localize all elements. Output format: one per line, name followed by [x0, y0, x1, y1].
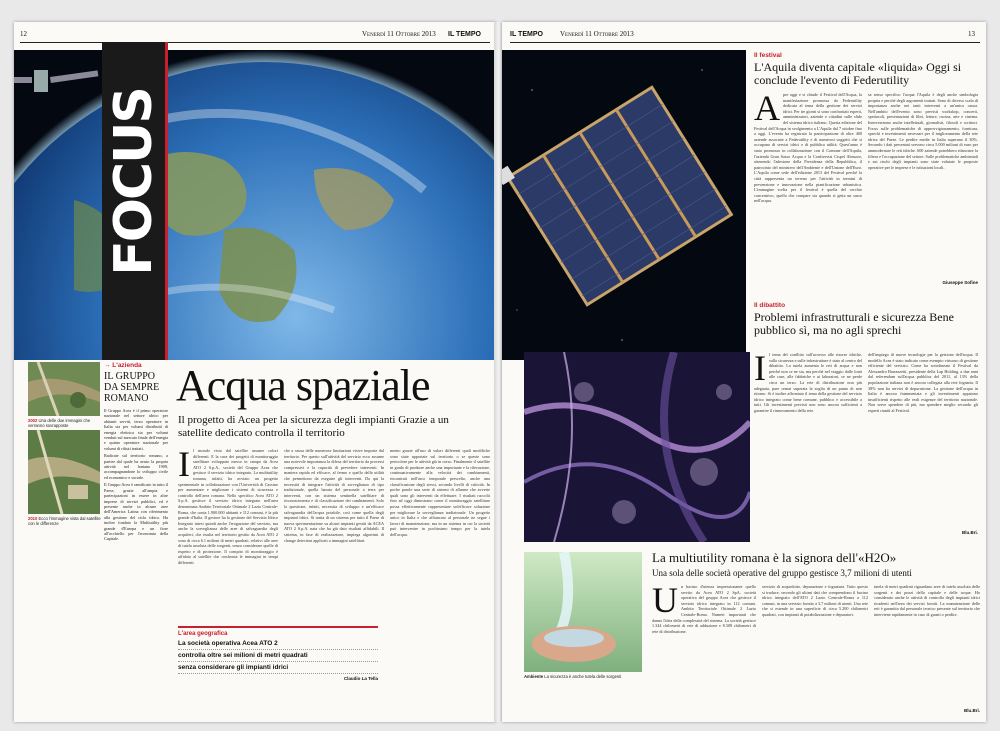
multiutility-subtitle: Una sola delle società operative del gruppo gestisce 3,7 milioni di utenti [652, 568, 912, 578]
header-rule [20, 42, 490, 43]
sidebar-title: IL GRUPPO DA SEMPRE ROMANO [104, 371, 160, 404]
focus-section-bar [102, 42, 168, 360]
festival-byline: Giuseppe Sofine [942, 280, 978, 285]
caption-2002: 2002 Una delle due immagini che verranno sovrapposte [28, 418, 91, 428]
caption-2010: 2010 Ecco l'immagine vista dal satellite con le differenze [28, 516, 101, 526]
aerial-photo-2002 [28, 362, 100, 416]
dibattito-column-2: dell'impiego di nuove tecnologie per la gestione dell'acqua. Il modello Acea è stato indicato come esempio virtuoso di gestione efficiente del servizio. Come ha sottolineato il Festival da Alessandro Barrazzetti, presidente della Lap Holding, a due anni dal referendum sull'acqua pubblica del 2011, al 13% della popolazione italiana non è ancora collegata alla rete fognaria. Il 38% non ha servizi di depurazione. La gestione dell'acqua in Italia è ancora frammentata e gli investimenti appaiono insufficienti rispetto alle reali esigenze del territorio nazionale. Non serve spendere di più, ma spendere meglio secondo gli esperti riuniti al Festival. [868, 352, 978, 413]
festival-kicker: Il festival [754, 52, 782, 59]
multiutility-column-1: Un bacino d'utenza impressionante quello servito da Acea ATO 2 SpA, società operativa del gruppo Acea che gestisce il servizio idrico integrato in 112 comuni. Ambito Territoriale Ottimale 2 Lazio Centrale-Roma. Numeri importanti che danno l'idea della complessità del sistema. La società gestisce 1.344 chilometri di rete di adduzione e 8.308 chilometri di rete di distribuzione. [652, 584, 756, 634]
satellite-photo [502, 50, 746, 360]
multiutility-title: La multiutility romana è la signora dell'«H2O» [652, 550, 897, 565]
body-column-3: mento grazie all'uso di valori differenti quali modifiche sono state apportate sul territorio o se queste sono pericolose per le attività già in corso. Finalmente il satellite in grado di produrre anche una importante e la rilevazione, continuativamente alla velocità dei cambiamenti, riscontrati nell'arco temporale prescelto, anche una classificazione degli stessi, secondo livelli di criticità. In poche parole una serie di sistemi di allarme che avverte quali sono gli interventi da effettuare. I risultati raccolti fino ad oggi dimostrano come il monitoraggio satellitare possa effettivamente rappresentare un'efficace soluzione per migliorare la sorveglianza tradizionale. Un progetto unico in Italia e che affiancato al personale ne segue i lavori di manutenzione, ma in un sistema in cui la società può intervenire in pochissimo tempo per la tutela dell'acqua. [390, 448, 490, 537]
area-geografica-box: L'area geografica La società operativa Acea ATO 2 controlla oltre sei milioni di metri quadrati senza considerare gli impianti idrici Claudio La Tella [178, 626, 378, 712]
multiutility-caption: Ambiente La sicurezza è anche tutela delle sorgenti [524, 674, 622, 679]
dibattito-title: Problemi infrastrutturali e sicurezza Bene pubblico sì, ma no agli sprechi [754, 310, 954, 337]
dibattito-byline: Blu.Bri. [961, 530, 978, 535]
multiutility-column-2: servizio di acquedotto, depurazione e fognatura. Tutto questo si traduce, secondo gli ultimi dati che comprendono il bacino idrico integrato dell'ATO 2 Lazio Centrale-Roma a 112 comuni, in una servizio fornito a 3,7 milioni di utenti. Una rete che si estende in una superficie di circa 5.200 chilometri quadrati, con impianti di potabilizzazione e depuratori. [762, 584, 868, 617]
page-number: 12 [20, 30, 27, 38]
hands-water-photo [524, 552, 642, 672]
page-number-right: 13 [968, 30, 975, 38]
page-date: Venerdì 11 Ottobre 2013 [362, 30, 436, 38]
dibattito-kicker: Il dibattito [754, 302, 786, 309]
sidebox-byline: Claudio La Tella [343, 676, 378, 681]
page-date-right: Venerdì 11 Ottobre 2013 [560, 30, 634, 38]
aerial-photo-2010 [28, 430, 100, 514]
right-page [502, 22, 986, 722]
left-page [14, 22, 496, 722]
multiutility-column-3: tutela di metri quadrati riguardano aree di tutela assoluta delle sorgenti e dei pozzi della capitale e delle acque. Ho considerato anche le attività di controllo degli impianti idrici ricadenti nell'area dei servizi forniti. La manutenzione delle reti è garantita dal personale tecnico presente sul territorio che interviene rapidamente in caso di guasti o perdite. [874, 584, 980, 617]
headline: Acqua spaziale [176, 361, 430, 410]
festival-column-2: sa senso specifico l'acqua l'Aquila è degli anche simbologia propria e perché degli argomenti trattati. Sono di diverso scala di importanza anche nei tanti interventi a un'unica causa. Nell'ambito dell'evento sono previsti workshop, concerti, spettacoli, presentazioni di libri, letture, cucina, arte e cinema. Interverranno anche intellettuali, giornalisti, filosofi e scrittori. Focus sulle problematiche di approvvigionamento, fornitura, sprechi e investimenti necessari per il miglioramento della rete idrica del Paese. Le perdite medie in Italia superano il 30%. Secondo i dati presentati servono circa 5.000 milioni di euro per ammodernare le reti idriche. 600 aziende potrebbero rilanciare la filiera e l'occupazione del settore. Sulle problematiche ambientali e sui rischi degli impianti sono state valutate le proposte operative per le imprese e le istituzioni locali. [868, 92, 978, 170]
sidebar-kicker: → L'azienda [104, 362, 142, 369]
multiutility-byline: Blu.Bri. [963, 708, 980, 713]
masthead: IL TEMPO [448, 31, 481, 38]
festival-column-1: Apre oggi e si chiude il Festival dell'Acqua, la manifestazione promossa da Federutility dedicata al tema della gestione dei servizi idrici. Per tre giorni si sono confrontati esperti, amministratori, aziende e cittadini sulle sfide del sistema idrico italiano. Questa edizione del Festival dell'Acqua in svolgimento a L'Aquila dal 7 ottobre fino a oggi. L'evento ha registrato la partecipazione di oltre 400 aziende associate a Federutility e di numerosi soggetti che si occupano di servizi idrici e di pubblica utilità. Quest'anno è stato promosso in collaborazione con il Comune dell'Aquila, l'azienda Gran Sasso Acqua e la Confservizi Cispel Abruzzo, ottenendo l'adesione della Presidenza della Repubblica, il patrocinio del ministero dell'Ambiente e dell'Unione dell'Euro. L'Aquila come sede dell'edizione 2013 del Festival perché la città rappresenta un terreno per l'attività in termini di prevenzione e innovazione nella pianificazione urbanistica. L'immagine scelta per il festival è quella del cerchio concentrico, quello che compare sia quando si getta un sasso nell'acqua. [754, 92, 862, 204]
focus-label: FOCUS [104, 88, 164, 276]
masthead-right: IL TEMPO [510, 31, 543, 38]
azienda-sidebar: → L'azienda IL GRUPPO DA SEMPRE ROMANO Il Gruppo Acea è il primo operatore nazionale nel settore idrico per abitanti serviti, terzo operatore in Italia sia per volumi distribuiti di energia elettrica sia per volumi venduti sul mercato finale dell'energia e quinto operatore nazionale per volumi di rifiuti trattati. Radicate sul territorio romano, a partire dal quale ha avuto la propria attività nel lontano 1909, accompagnandone lo sviluppo civile ed economico e sociale. Il Gruppo Acea è ramificato in tutto il Paese, grazie all'ampia e partecipazioni in essere in altre imprese di servizi pubblici, ed è presente anche in alcune aree dell'America Latina con riferimento alla gestione del ciclo idrico. Ha inoltre fondato la Multiutility più grande d'Europa e un fiore all'occhiello per l'economia della Capitale. [104, 362, 168, 542]
body-column-2: che a causa delle numerose limitazioni visive imposte dal territorio. Per questo sull'attività del servizio ecco assume una notevole importanza la difesa del territorio da processi compressivi e la capacità di prevedere interventi. In maniera rapida ed efficace, al fermo e quello della utilità che permettono da eseguire gli interventi. Da qui la necessità di integrare l'attività di sorveglianza di tipo tradizionale, quella basata del personale a terra per interventi, con un sistema sentinella satellitare di riconoscimento e di classificazione dei cambiamenti. Solo la questione, infatti, necessita di sviluppo e un'efficace salvaguardia dell'acqua potabile, così come quella degli impianti idrici. Si tratta di un sistema per tutto il Paese di nuova sperimentazione su alcuni impianti gestiti da ACEA ATO 2 S.p.A. nata che ha già dato risultati affidabili. Il sistema, in fase di realizzazione, impiega algoritmi di change detection applicati a immagini satellitari. [284, 448, 384, 543]
subheadline: Il progetto di Acea per la sicurezza degli impianti Grazie a un satellite dedicato controlla il territorio [178, 414, 449, 439]
satellite-terrain-image [524, 352, 750, 542]
header-rule-right [510, 42, 980, 43]
festival-title: L'Aquila diventa capitale «liquida» Oggi si conclude l'evento di Federutility [754, 60, 962, 87]
earth-photo [14, 50, 496, 360]
dibattito-column-1: Il tema del conflitto sull'accesso alle risorse idriche, sulla sicurezza e sulle infrastrutture è stato al centro del dibattito. La tutela aumenta le reti di acqua e non perché non ce ne sia, ma perché nel viaggio dalle fonti alle case, alle fabbriche e ai laboratori, se ne perde circa un terzo. La rete di distribuzione non più adeguata, pare ormai superata la soglia di un punto di non ritorno. Si è inoltre affrontato il tema della gestione del servizio idrico integrato come bene comune, pubblico e accessibile a tutti. Gli investimenti previsti non sono ancora sufficienti a garantire il rinnovamento della rete. [754, 352, 862, 413]
body-column-1: Il mondo visto dal satellite assume colori differenti. E la cura dei progetti di monitoraggio satellitare sviluppato messo in campo da Acea ATO 2 S.p.A., società del Gruppo Acea che gestisce il servizio idrico integrato. La multiutility romana, infatti, ha avviato un progetto sperimentale in collaborazione con l'Università di Cassino per aumentare e migliorare i sistemi di sicurezza e controllo dell'area romana. Nello specifico Acea ATO 2 S.p.A. gestisce il servizio idrico integrato nell'area denominata Ambito Territoriale Ottimale 2 Lazio Centrale-Roma, che conta 1.900.000 abitanti e 112 comuni, è la più grande d'Italia. Il gestore ha la gestione del Servizio Idrico Integrato intesi quindi anche l'erogazione del servizio, ma anche la sorveglianza delle aree di salvaguardia degli acquiferi, che risulta nel territorio gestito da Acea ATO 2 sono di circa 6.1 milioni di metri quadrati, relativi alle aree di tutela assoluta delle sorgenti, senza considerare quelle di rispetto e di protezione. Il compito di monitoraggio è affidato al satellite che confronta le immagini in tempi differenti. [178, 448, 278, 565]
sidebox-label: L'area geografica [178, 631, 228, 637]
